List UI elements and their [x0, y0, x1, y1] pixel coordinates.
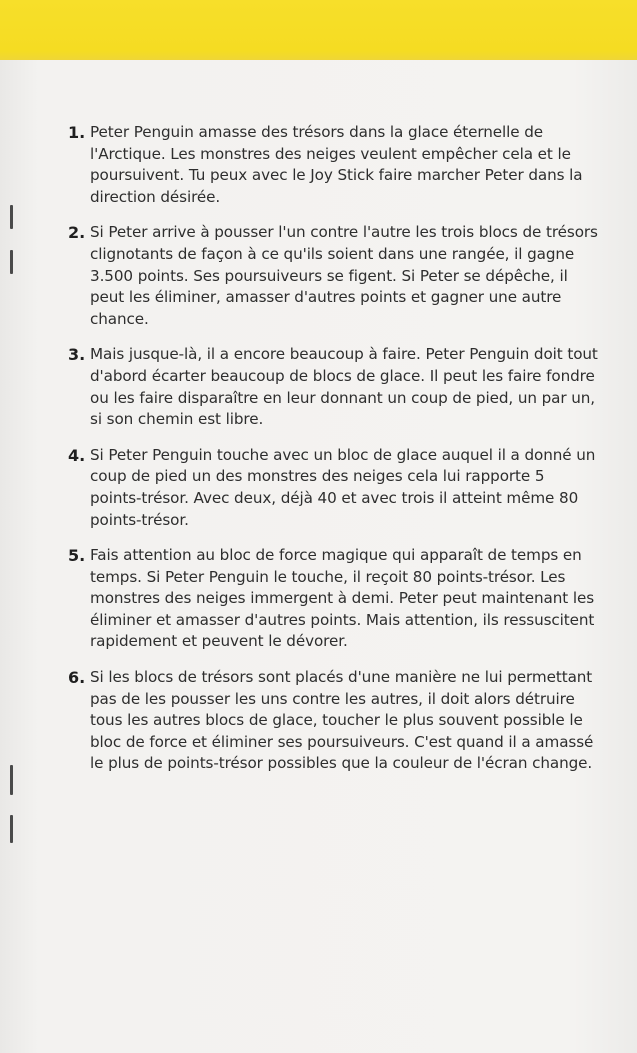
- item-text: Si Peter arrive à pousser l'un contre l'autre les trois blocs de trésors clignotants de façon à ce qu'ils soient dans une rangée, il gagne 3.500 points. Ses poursuiveurs se figent. Si Peter se dépêche, il peut les éliminer, amasser d'autres points et gagner une autre chance.: [90, 223, 598, 328]
- item-number: 1.: [68, 123, 86, 142]
- item-text: Mais jusque-là, il a encore beaucoup à faire. Peter Penguin doit tout d'abord écarter beaucoup de blocs de glace. Il peut les faire fondre ou les faire disparaître en leur donnant un coup de pied, un par un, si son chemin est libre.: [90, 345, 598, 429]
- item-text: Fais attention au bloc de force magique qui apparaît de temps en temps. Si Peter Penguin le touche, il reçoit 80 points-trésor. Les monstres des neiges immergent à demi. Peter peut maintenant les éliminer et amasser d'autres points. Mais attention, ils ressuscitent rapidement et peuvent le dévorer.: [90, 546, 595, 651]
- item-text: Si Peter Penguin touche avec un bloc de glace auquel il a donné un coup de pied un des monstres des neiges cela lui rapporte 5 points-trésor. Avec deux, déjà 40 et avec trois il atteint même 80 points-trésor.: [90, 445, 596, 529]
- margin-mark: [10, 815, 13, 843]
- item-number: 3.: [68, 345, 86, 365]
- instruction-list: [68, 122, 598, 789]
- item-number: 5.: [68, 546, 86, 566]
- margin-mark: [10, 765, 13, 795]
- instruction-item: [68, 122, 598, 208]
- item-text: Si les blocs de trésors sont placés d'une manière ne lui permettant pas de les pousser les uns contre les autres, il doit alors détruire tous les autres blocs de glace, toucher le plus souvent possible le bloc de force et éliminer ses poursuiveurs. C'est quand il a amassé le plus de points-trésor possibles que la couleur de l'écran change.: [90, 668, 594, 773]
- instruction-item: [68, 667, 598, 775]
- item-number: 2.: [68, 223, 86, 243]
- instruction-item: [68, 344, 598, 430]
- margin-mark: [10, 205, 13, 229]
- instruction-item: [68, 545, 598, 653]
- yellow-header-band: [0, 0, 637, 60]
- item-text: Peter Penguin amasse des trésors dans la glace éternelle de l'Arctique. Les monstres des neiges veulent empêcher cela et le poursuivent. Tu peux avec le Joy Stick faire marcher Peter dans la direction désirée.: [90, 123, 583, 206]
- item-number: 6.: [68, 668, 86, 688]
- item-number: 4.: [68, 445, 86, 465]
- margin-mark: [10, 250, 13, 274]
- instruction-item: [68, 222, 598, 330]
- instruction-item: [68, 445, 598, 531]
